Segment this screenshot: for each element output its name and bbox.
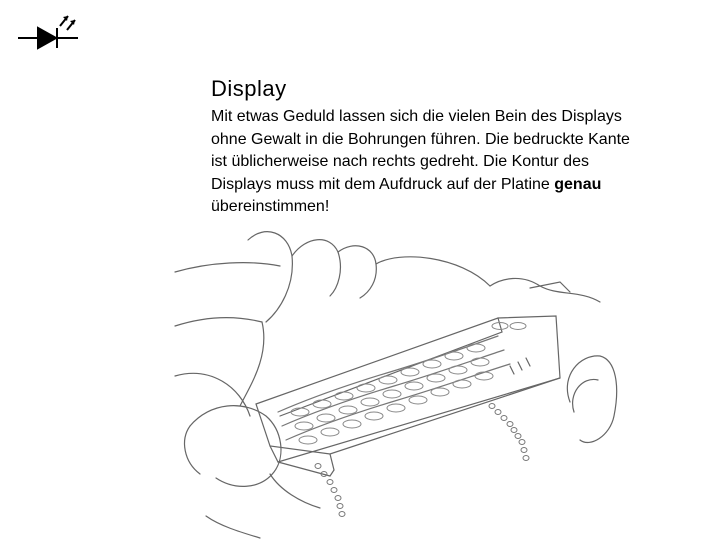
body-text-emphasis: genau bbox=[554, 175, 602, 193]
display-insertion-drawing bbox=[170, 226, 620, 540]
led-diode-icon bbox=[14, 10, 84, 54]
slide-body bbox=[211, 106, 631, 219]
body-text-part1: Mit etwas Geduld lassen sich die vielen Bein des Displays ohne Gewalt in die Bohrungen führen. Die bedruckte Kante ist üblicherweise nach rechts gedreht. Die Kontur des Displays muss mit dem Aufdruck auf der Platine bbox=[211, 108, 630, 193]
body-text-part2: übereinstimmen! bbox=[211, 198, 330, 216]
slide-title: Display bbox=[211, 76, 287, 101]
